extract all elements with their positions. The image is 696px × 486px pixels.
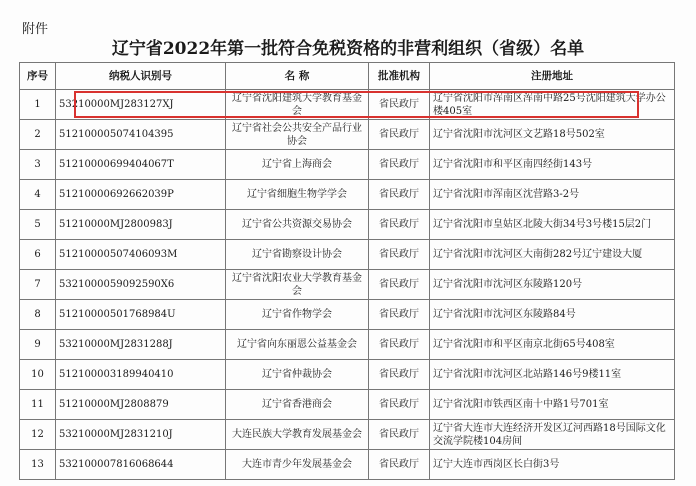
table-row: [20, 420, 675, 450]
org-name-cell: 大连市青少年发展基金会: [226, 450, 369, 480]
taxpayer-id-cell: 51210000507410439​5: [56, 120, 226, 150]
authority-cell: 省民政厅: [369, 270, 430, 300]
table-row: [20, 120, 675, 150]
address-cell: 辽宁省沈阳市和平区南京北街65号408室: [430, 330, 675, 360]
taxpayer-id-cell: 51210000MJ2800983J: [56, 210, 226, 240]
row-seq-cell: 2: [20, 120, 56, 150]
row-seq-cell: 13: [20, 450, 56, 480]
table-header-row: [20, 63, 675, 90]
taxpayer-id-cell: 51210000MJ2808879: [56, 390, 226, 420]
taxpayer-id-cell: 51210000318994041​0: [56, 360, 226, 390]
row-seq-cell: 7: [20, 270, 56, 300]
table-row: [20, 210, 675, 240]
organization-list-table: [19, 62, 675, 480]
row-seq-cell: 6: [20, 240, 56, 270]
taxpayer-id-cell: 53210000590925​90X6: [56, 270, 226, 300]
taxpayer-id-cell: 51210000507406093M: [56, 240, 226, 270]
table-row: [20, 300, 675, 330]
attachment-label: 附件: [22, 22, 49, 37]
authority-cell: 省民政厅: [369, 210, 430, 240]
taxpayer-id-cell: 51210000699404067T: [56, 150, 226, 180]
address-cell: 辽宁省大连市大连经济开发区辽河西路18号国际文化交流学院楼104房间: [430, 420, 675, 450]
org-name-cell: 辽宁省作物学会: [226, 300, 369, 330]
table-row: [20, 180, 675, 210]
org-name-cell: 辽宁省香港商会: [226, 390, 369, 420]
address-cell: 辽宁省沈阳市沈河区东陵路120号: [430, 270, 675, 300]
column-header-approving-authority: 批准机构: [369, 63, 430, 90]
row-seq-cell: 9: [20, 330, 56, 360]
org-name-cell: 辽宁省沈阳农业大学教育基金会: [226, 270, 369, 300]
org-name-cell: 辽宁省细胞生物学学会: [226, 180, 369, 210]
row-seq-cell: 11: [20, 390, 56, 420]
table-row: [20, 450, 675, 480]
org-name-cell: 辽宁省沈阳建筑大学教育基金会: [226, 90, 369, 120]
row-seq-cell: 1: [20, 90, 56, 120]
authority-cell: 省民政厅: [369, 450, 430, 480]
address-cell: 辽宁大连市西岗区长白街3号: [430, 450, 675, 480]
address-cell: 辽宁省沈阳市浑南区浑南中路25号沈阳建筑大学办公楼405室: [430, 90, 675, 120]
row-seq-cell: 10: [20, 360, 56, 390]
address-cell: 辽宁省沈阳市沈河区大南街282号辽宁建设大厦: [430, 240, 675, 270]
row-seq-cell: 4: [20, 180, 56, 210]
org-name-cell: 辽宁省向东丽恩公益基金会: [226, 330, 369, 360]
address-cell: 辽宁省沈阳市铁西区南十中路1号701室: [430, 390, 675, 420]
table-row: [20, 90, 675, 120]
authority-cell: 省民政厅: [369, 300, 430, 330]
address-cell: 辽宁省沈阳市沈河区文艺路18号502室: [430, 120, 675, 150]
org-name-cell: 辽宁省社会公共安全产品行业协会: [226, 120, 369, 150]
authority-cell: 省民政厅: [369, 90, 430, 120]
authority-cell: 省民政厅: [369, 240, 430, 270]
address-cell: 辽宁省沈阳市和平区南四经街143号: [430, 150, 675, 180]
authority-cell: 省民政厅: [369, 150, 430, 180]
address-cell: 辽宁省沈阳市沈河区东陵路84号: [430, 300, 675, 330]
table-row: [20, 150, 675, 180]
page-title: 辽宁省2022年第一批符合免税资格的非营利组织（省级）名单: [111, 39, 585, 59]
table-row: [20, 330, 675, 360]
taxpayer-id-cell: 53210000MJ2831288J: [56, 330, 226, 360]
table-row: [20, 270, 675, 300]
taxpayer-id-cell: 53210000MJ2831210J: [56, 420, 226, 450]
address-cell: 辽宁省沈阳市浑南区沈营路3-2号: [430, 180, 675, 210]
authority-cell: 省民政厅: [369, 360, 430, 390]
authority-cell: 省民政厅: [369, 120, 430, 150]
row-seq-cell: 5: [20, 210, 56, 240]
taxpayer-id-cell: 53210000MJ283127XJ: [56, 90, 226, 120]
address-cell: 辽宁省沈阳市皇姑区北陵大街34号3号楼15层2门: [430, 210, 675, 240]
org-name-cell: 辽宁省勘察设计协会: [226, 240, 369, 270]
row-seq-cell: 12: [20, 420, 56, 450]
column-header-registered-address: 注册地址: [430, 63, 675, 90]
column-header-name: 名 称: [226, 63, 369, 90]
row-seq-cell: 8: [20, 300, 56, 330]
taxpayer-id-cell: 51210000692662039P: [56, 180, 226, 210]
org-name-cell: 辽宁省仲裁协会: [226, 360, 369, 390]
column-header-taxpayer-id: 纳税人识别号: [56, 63, 226, 90]
org-name-cell: 大连民族大学教育发展基金会: [226, 420, 369, 450]
column-header-seq: 序号: [20, 63, 56, 90]
taxpayer-id-cell: 53210000781606864​4: [56, 450, 226, 480]
org-name-cell: 辽宁省公共资源交易协会: [226, 210, 369, 240]
row-seq-cell: 3: [20, 150, 56, 180]
authority-cell: 省民政厅: [369, 390, 430, 420]
table-row: [20, 360, 675, 390]
table-row: [20, 390, 675, 420]
table-row: [20, 240, 675, 270]
address-cell: 辽宁省沈阳市沈河区北站路146号9楼11室: [430, 360, 675, 390]
authority-cell: 省民政厅: [369, 180, 430, 210]
authority-cell: 省民政厅: [369, 330, 430, 360]
org-name-cell: 辽宁省上海商会: [226, 150, 369, 180]
taxpayer-id-cell: 51210000501768984U: [56, 300, 226, 330]
authority-cell: 省民政厅: [369, 420, 430, 450]
